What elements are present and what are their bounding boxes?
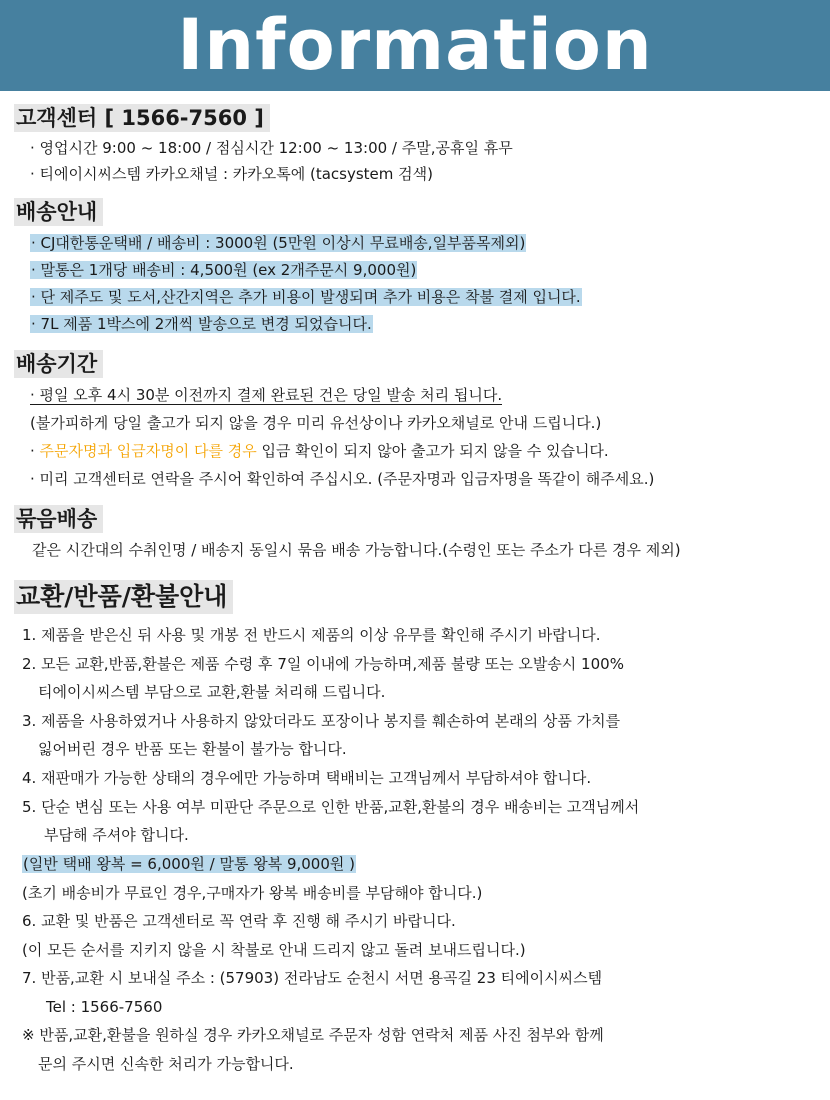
return-contact-note: ※ 반품,교환,환불을 원하실 경우 카카오채널로 주문자 성함 연락처 제품 사진 첨부와 함께 (22, 1026, 604, 1044)
return-item-6: 6. 교환 및 반품은 고객센터로 꼭 연락 후 진행 해 주시기 바랍니다. (22, 912, 456, 930)
return-item-2: 2. 모든 교환,반품,환불은 제품 수령 후 7일 이내에 가능하며,제품 불량 또는 오발송시 100% (22, 655, 624, 673)
return-item-5-cont: 부담해 주셔야 합니다. (44, 826, 189, 844)
shipping-period-heading: 배송기간 (14, 350, 103, 378)
bundle-shipping-text: 같은 시간대의 수취인명 / 배송지 동일시 묶음 배송 가능합니다.(수령인 또는 주소가 다른 경우 제외) (32, 541, 681, 559)
return-contact-note-cont: 문의 주시면 신속한 처리가 가능합니다. (38, 1055, 294, 1073)
customer-center-kakao: · 티에이시씨스템 카카오채널 : 카카오톡에 (tacsystem 검색) (30, 165, 433, 183)
name-mismatch-warning: 주문자명과 입금자명이 다를 경우 (39, 442, 257, 460)
return-item-3: 3. 제품을 사용하였거나 사용하지 않았더라도 포장이나 봉지를 훼손하여 본래의 상품 가치를 (22, 712, 621, 730)
shipping-fee-text: · CJ대한통운택배 / 배송비 : 3000원 (5만원 이상시 무료배송,일부품목제외) (31, 234, 526, 252)
box-change-text: · 7L 제품 1박스에 2개씩 발송으로 변경 되었습니다. (31, 315, 372, 333)
page-title: Information (177, 4, 653, 86)
return-free-shipping-note: (초기 배송비가 무료인 경우,구매자가 왕복 배송비를 부담해야 합니다.) (22, 884, 483, 902)
shipping-info-heading: 배송안내 (14, 198, 103, 226)
shipping-period-line (30, 383, 502, 407)
same-day-text: · 평일 오후 4시 30분 이전까지 결제 완료된 건은 당일 발송 처리 됩니다. (30, 386, 503, 404)
bottle-shipping-text: · 말통은 1개당 배송비 : 4,500원 (ex 2개주문시 9,000원) (31, 261, 417, 279)
shipping-info-line (30, 312, 373, 336)
return-item-5: 5. 단순 변심 또는 사용 여부 미판단 주문으로 인한 반품,교환,환불의 경우 배송비는 고객님께서 (22, 798, 640, 816)
customer-center-heading: 고객센터 [ 1566-7560 ] (14, 104, 270, 132)
return-order-note: (이 모든 순서를 지키지 않을 시 착불로 안내 드리지 않고 돌려 보내드립니다.) (22, 941, 526, 959)
customer-center-hours: · 영업시간 9:00 ~ 18:00 / 점심시간 12:00 ~ 13:00 / 주말,공휴일 휴무 (30, 139, 513, 157)
return-item-1: 1. 제품을 받은신 뒤 사용 및 개봉 전 반드시 제품의 이상 유무를 확인해 주시기 바랍니다. (22, 626, 601, 644)
remote-area-text: · 단 제주도 및 도서,산간지역은 추가 비용이 발생되며 추가 비용은 착불 결제 입니다. (31, 288, 581, 306)
return-phone: Tel : 1566-7560 (46, 998, 163, 1016)
return-item-4: 4. 재판매가 가능한 상태의 경우에만 가능하며 택배비는 고객님께서 부담하셔야 합니다. (22, 769, 592, 787)
return-item-2-cont: 티에이시씨스템 부담으로 교환,환불 처리해 드립니다. (38, 683, 386, 701)
shipping-info-line (30, 231, 526, 255)
shipping-info-line (30, 285, 582, 309)
return-item-7: 7. 반품,교환 시 보내실 주소 : (57903) 전라남도 순천시 서면 용곡길 23 티에이시씨스템 (22, 969, 603, 987)
shipping-info-line (30, 258, 417, 282)
return-item-3-cont: 잃어버린 경우 반품 또는 환불이 불가능 합니다. (38, 740, 347, 758)
deposit-check-text: 입금 확인이 되지 않아 출고가 되지 않을 수 있습니다. (256, 442, 609, 460)
shipping-period-line (30, 439, 609, 463)
return-fee-line (22, 852, 356, 876)
return-fee-text: (일반 택배 왕복 = 6,000원 / 말통 왕복 9,000원 ) (23, 855, 356, 873)
shipping-period-notice: (불가피하게 당일 출고가 되지 않을 경우 미리 유선상이나 카카오채널로 안내 드립니다.) (30, 414, 602, 432)
bundle-shipping-heading: 묶음배송 (14, 505, 103, 533)
shipping-period-contact: · 미리 고객센터로 연락을 주시어 확인하여 주십시오. (주문자명과 입금자명을 똑같이 해주세요.) (30, 470, 655, 488)
exchange-return-heading: 교환/반품/환불안내 (14, 580, 233, 614)
header-banner (0, 0, 830, 91)
bullet: · (30, 442, 40, 460)
